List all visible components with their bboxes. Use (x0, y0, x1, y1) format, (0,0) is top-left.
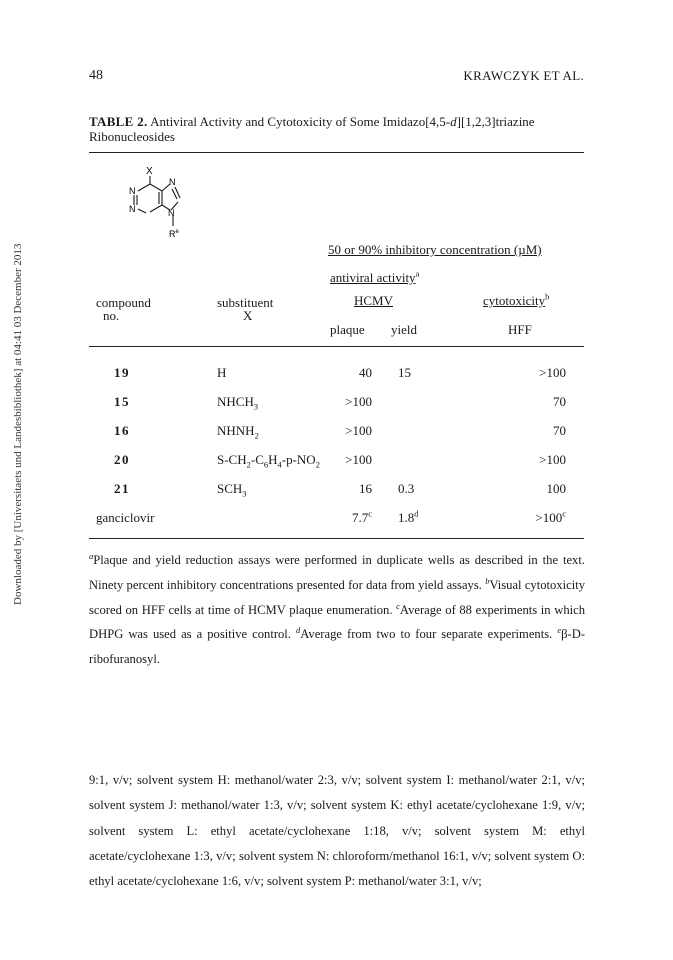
imidazotriazine-structure (118, 160, 218, 250)
cell-substituent: $NHCH_3$ (217, 394, 259, 412)
cell-plaque: >100 (345, 452, 372, 467)
table-footnotes (89, 548, 585, 672)
caption-text-before: Antiviral Activity and Cytotoxicity of Some Imidazo[4,5- (150, 114, 451, 129)
cell-substituent: H (217, 365, 227, 380)
table-top-rule (89, 152, 584, 153)
cell-plaque: 7.7$^c$ (351, 508, 372, 525)
structure-label-r: $R^e$ (169, 229, 179, 239)
cell-compound: ganciclovir (96, 510, 155, 525)
body-paragraph: 9:1, v/v; solvent system H: methanol/water 2:3, v/v; solvent system I: methanol/water 2:1, v/v; solvent system J: methanol/water 1:3, v/v; solvent system K: ethyl acetate/cyclohexane 1:9, v/v; solvent system L: ethyl acetate/cyclohexane 1:18, v/v; solvent system M: ethyl acetate/cyclohexane 1:3, v/v; solvent system N: chloroform/methanol 16:1, v/v; solvent system O: ethyl acetate/cyclohexane 1:6, v/v; solvent system P: methanol/water 3:1, v/v; (89, 773, 585, 889)
header-plaque: plaque (330, 322, 365, 337)
cell-hff: $>100^c$ (535, 508, 566, 525)
cell-substituent: $S-CH_2-C_6H_4-p-NO_2$ (217, 452, 320, 470)
cell-substituent: $SCH_3$ (217, 481, 247, 499)
structure-label-x: X (146, 166, 153, 177)
cell-hff: >100 (539, 452, 566, 467)
cell-hff: 100 (546, 481, 566, 496)
table-label: TABLE 2. (89, 114, 148, 129)
header-hcmv: HCMV (354, 293, 394, 308)
header-antiviral-activity: antiviral activity$^a$ (330, 268, 420, 285)
table-caption (89, 114, 589, 144)
cell-compound: 15 (114, 394, 130, 409)
cell-plaque: 40 (359, 365, 372, 380)
cell-hff: 70 (553, 423, 566, 438)
page-number: 48 (89, 68, 103, 83)
table-header-rule (89, 346, 584, 347)
footnote-b: $^b$Visual cytotoxicity scored on HFF cells at time of HCMV plaque enumeration. (89, 575, 586, 617)
header-substituent: substituent (217, 295, 274, 310)
footnote-e: $^e$β-D-ribofuranosyl. (89, 625, 585, 667)
cell-compound: 16 (114, 423, 130, 438)
cell-yield: 0.3 (398, 481, 415, 496)
download-watermark: Downloaded by [Universitaets und Landesbibliothek] at 04:41 03 December 2013 (12, 243, 24, 605)
table-bottom-rule (89, 538, 584, 539)
cell-hff: 70 (553, 394, 566, 409)
header-inhibitory-concentration: 50 or 90% inhibitory concentration (µM) (328, 242, 542, 257)
cell-plaque: >100 (345, 394, 372, 409)
footnote-a: $^a$Plaque and yield reduction assays were performed in duplicate wells as described in the text. Ninety percent inhibitory concentrations presented for data from yield assays. (89, 550, 585, 592)
caption-text-after: ][1,2,3]triazine Ribonucleosides (89, 114, 535, 144)
header-hff: HFF (508, 322, 532, 337)
header-x: X (243, 308, 253, 323)
cell-plaque: 16 (359, 481, 372, 496)
structure-label-n1: N (129, 186, 136, 196)
structure-label-n4: N (168, 208, 175, 218)
cell-yield: 1.8$^d$ (398, 508, 419, 525)
header-compound: compound (96, 295, 151, 310)
cell-compound: 20 (114, 452, 130, 467)
cell-compound: 21 (114, 481, 130, 496)
header-yield: yield (391, 322, 417, 337)
cell-plaque: >100 (345, 423, 372, 438)
running-head: KRAWCZYK ET AL. (463, 68, 584, 83)
caption-text-italic: d (450, 114, 457, 129)
cell-substituent: $NHNH_2$ (217, 423, 259, 441)
footnote-d: $^d$Average from two to four separate experiments. (296, 625, 558, 642)
header-no: no. (103, 308, 120, 323)
cell-hff: >100 (539, 365, 566, 380)
structure-label-n3: N (169, 177, 176, 187)
header-cytotoxicity: cytotoxicity$^b$ (483, 291, 550, 308)
cell-yield: 15 (398, 365, 411, 380)
structure-label-n2: N (129, 204, 136, 214)
cell-compound: 19 (114, 365, 130, 380)
footnote-c: $^c$Average of 88 experiments in which DHPG was used as a positive control. (89, 600, 585, 642)
